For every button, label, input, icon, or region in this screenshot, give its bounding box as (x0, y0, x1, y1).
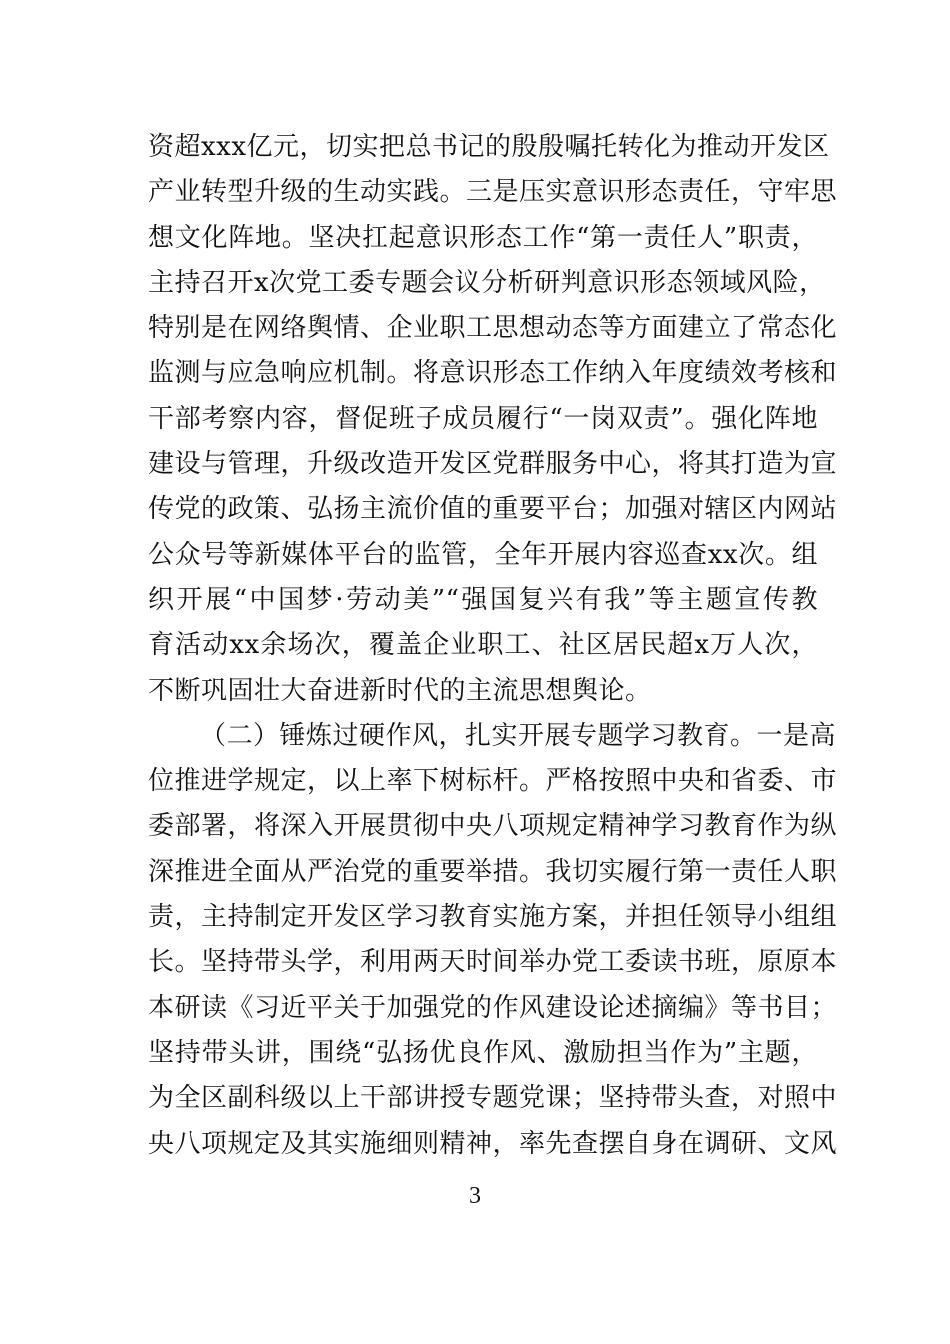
text-line: 主持召开x次党工委专题会议分析研判意识形态领域风险， (148, 267, 826, 298)
text-line: 公众号等新媒体平台的监管，全年开展内容巡查xx次。组 (148, 539, 818, 570)
text-line: 传党的政策、弘扬主流价值的重要平台；加强对辖区内网站 (148, 494, 838, 525)
text-line: 资超xxx亿元，切实把总书记的殷殷嘱托转化为推动开发区 (148, 132, 830, 162)
text-line: 不断巩固壮大奋进新时代的主流思想舆论。 (148, 675, 652, 706)
text-line: 央八项规定及其实施细则精神，率先查摆自身在调研、文风 (148, 1128, 838, 1159)
text-line: 监测与应急响应机制。将意识形态工作纳入年度绩效考核和 (148, 358, 838, 389)
text-line: 责，主持制定开发区学习教育实施方案，并担任领导小组组 (148, 902, 838, 933)
text-line: 位推进学规定，以上率下树标杆。严格按照中央和省委、市 (148, 766, 838, 797)
text-line: 长。坚持带头学，利用两天时间举办党工委读书班，原原本 (148, 947, 838, 978)
text-line: 为全区副科级以上干部讲授专题党课；坚持带头查，对照中 (148, 1083, 838, 1114)
text-line: 产业转型升级的生动实践。三是压实意识形态责任，守牢思 (148, 177, 838, 208)
text-line: 育活动xx余场次，覆盖企业职工、社区居民超x万人次， (148, 630, 818, 661)
text-line: 想文化阵地。坚决扛起意识形态工作“第一责任人”职责， (148, 222, 818, 253)
text-line: 干部考察内容，督促班子成员履行“一岗双责”。强化阵地 (148, 403, 818, 434)
section-heading-line: （二）锤炼过硬作风，扎实开展专题学习教育。一是高 (200, 720, 837, 751)
text-line: 织开展“中国梦·劳动美”“强国复兴有我”等主题宣传教 (148, 584, 818, 615)
text-line: 委部署，将深入开展贯彻中央八项规定精神学习教育作为纵 (148, 811, 838, 842)
text-line: 特别是在网络舆情、企业职工思想动态等方面建立了常态化 (148, 313, 838, 344)
text-line: 坚持带头讲，围绕“弘扬优良作风、激励担当作为”主题， (148, 1037, 818, 1068)
body-text (148, 125, 838, 1167)
text-line: 深推进全面从严治党的重要举措。我切实履行第一责任人职 (148, 856, 838, 887)
page-number: 3 (469, 1183, 481, 1209)
text-line: 建设与管理，升级改造开发区党群服务中心，将其打造为宣 (148, 449, 838, 480)
text-line: 本研读《习近平关于加强党的作风建设论述摘编》等书目； (148, 992, 838, 1023)
